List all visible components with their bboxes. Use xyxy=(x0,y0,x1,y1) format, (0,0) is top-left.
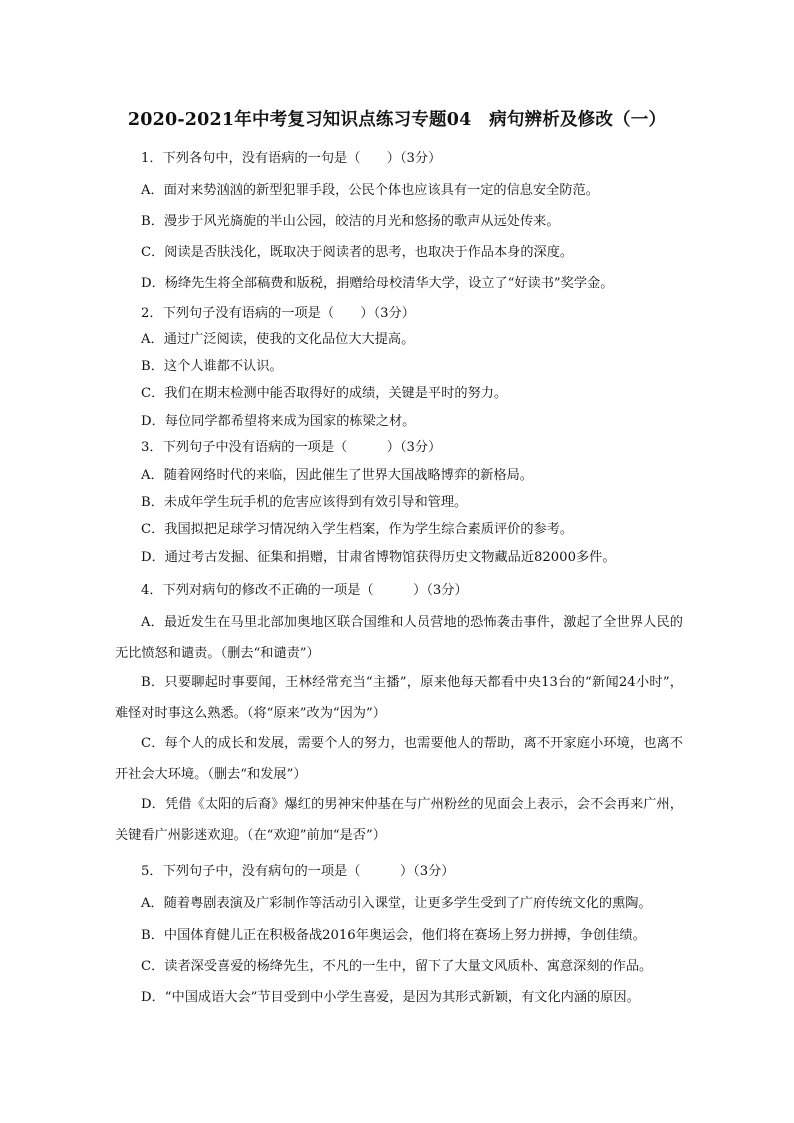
question-5-option-b: B．中国体育健儿正在积极备战2016年奥运会，他们将在赛场上努力拼搏，争创佳绩。 xyxy=(141,928,646,943)
question-5-option-a: A．随着粤剧表演及广彩制作等活动引入课堂，让更多学生受到了广府传统文化的熏陶。 xyxy=(141,896,652,911)
question-2-option-b: B．这个人谁都不认识。 xyxy=(141,359,283,374)
question-1-option-a: A．面对来势汹汹的新型犯罪手段，公民个体也应该具有一定的信息安全防范。 xyxy=(141,183,599,198)
question-3-option-c: C．我国拟把足球学习情况纳入学生档案，作为学生综合素质评价的参考。 xyxy=(141,522,574,537)
question-4-option-c: C．每个人的成长和发展，需要个人的努力，也需要他人的帮助，离不开家庭小环境，也离不开社会大环境。（删去“和发展”） xyxy=(115,736,683,782)
question-5-option-c: C．读者深受喜爱的杨绛先生，不凡的一生中，留下了大量文风质朴、寓意深刻的作品。 xyxy=(141,959,653,974)
question-2-stem: 2．下列句子没有语病的一项是（ ）（3分） xyxy=(141,306,415,321)
question-4-option-a: A．最近发生在马里北部加奥地区联合国维和人员营地的恐怖袭击事件，激起了全世界人民的无比愤怒和谴责。（删去“和谴责”） xyxy=(115,615,683,661)
question-2-option-a: A．通过广泛阅读，使我的文化品位大大提高。 xyxy=(141,332,415,347)
question-5-option-d: D．“中国成语大会”节目受到中小学生喜爱，是因为其形式新颖，有文化内涵的原因。 xyxy=(141,990,640,1005)
question-3-option-b: B．未成年学生玩手机的危害应该得到有效引导和管理。 xyxy=(141,495,468,510)
question-3-stem: 3．下列句子中没有语病的一项是（ ）（3分） xyxy=(141,440,442,455)
question-4-option-b: B．只要聊起时事要闻，王林经常充当“主播”，原来他每天都看中央13台的“新闻24小时”，难怪对时事这么熟悉。（将“原来”改为“因为”） xyxy=(115,675,683,721)
question-1-option-b: B．漫步于风光旖旎的半山公园，皎洁的月光和悠扬的歌声从远处传来。 xyxy=(141,214,560,229)
question-4-stem: 4．下列对病句的修改不正确的一项是（ ）（3分） xyxy=(141,583,468,598)
question-3-option-a: A．随着网络时代的来临，因此催生了世界大国战略博弈的新格局。 xyxy=(141,468,533,483)
page-title: 2020-2021年中考复习知识点练习专题04 病句辨析及修改（一） xyxy=(127,110,667,130)
question-3-option-d: D．通过考古发掘、征集和捐赠，甘肃省博物馆获得历史文物藏品近82000多件。 xyxy=(141,550,616,565)
question-2-option-d: D．每位同学都希望将来成为国家的栋梁之材。 xyxy=(141,414,416,429)
question-1-option-d: D．杨绛先生将全部稿费和版税，捐赠给母校清华大学，设立了“好读书”奖学金。 xyxy=(141,276,614,291)
question-1-option-c: C．阅读是否肤浅化，既取决于阅读者的思考，也取决于作品本身的深度。 xyxy=(141,245,574,260)
question-5-stem: 5．下列句子中，没有病句的一项是（ ）（3分） xyxy=(141,864,455,879)
question-4-option-d: D．凭借《太阳的后裔》爆红的男神宋仲基在与广州粉丝的见面会上表示，会不会再来广州，关键看广州影迷欢迎。（在“欢迎”前加“是否”） xyxy=(115,797,683,843)
question-2-option-c: C．我们在期末检测中能否取得好的成绩，关键是平时的努力。 xyxy=(141,386,508,401)
question-1-stem: 1．下列各句中，没有语病的一句是（ ）（3分） xyxy=(141,151,442,166)
